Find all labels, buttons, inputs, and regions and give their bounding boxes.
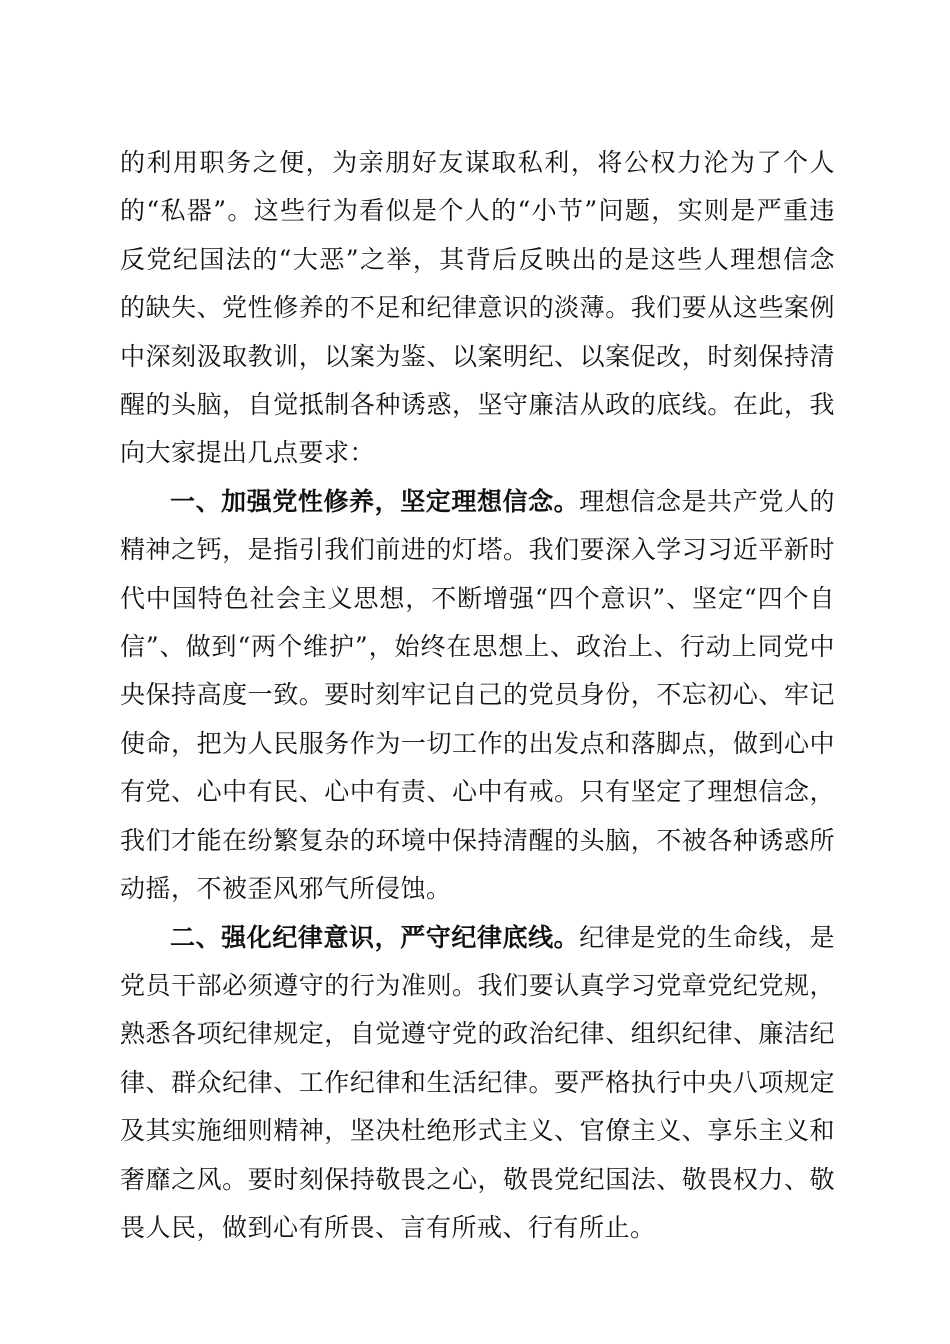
section-one-body: 理想信念是共产党人的精神之钙，是指引我们前进的灯塔。我们要深入学习习近平新时代中国特色社会主义思想，不断增强“四个意识”、坚定“四个自信”、做到“两个维护”，始终在思想上、政治上、行动上同党中央保持高度一致。要时刻牢记自己的党员身份，不忘初心、牢记使命，把为人民服务作为一切工作的出发点和落脚点，做到心中有党、心中有民、心中有责、心中有戒。只有坚定了理想信念，我们才能在纷繁复杂的环境中保持清醒的头脑，不被各种诱惑所动摇，不被歪风邪气所侵蚀。 [120, 486, 835, 904]
section-two-heading: 二、强化纪律意识，严守纪律底线。 [170, 922, 580, 952]
paragraph-section-two [120, 914, 835, 1253]
paragraph-section-one [120, 478, 835, 914]
section-two-body: 纪律是党的生命线，是党员干部必须遵守的行为准则。我们要认真学习党章党纪党规，熟悉各项纪律规定，自觉遵守党的政治纪律、组织纪律、廉洁纪律、群众纪律、工作纪律和生活纪律。要严格执行中央八项规定及其实施细则精神，坚决杜绝形式主义、官僚主义、享乐主义和奢靡之风。要时刻保持敬畏之心，敬畏党纪国法、敬畏权力、敬畏人民，做到心有所畏、言有所戒、行有所止。 [120, 922, 835, 1242]
paragraph-intro [120, 139, 835, 478]
section-one-heading: 一、加强党性修养，坚定理想信念。 [170, 486, 580, 516]
document-body [120, 139, 835, 1252]
paragraph-intro-body: 的利用职务之便，为亲朋好友谋取私利，将公权力沦为了个人的“私器”。这些行为看似是个人的“小节”问题，实则是严重违反党纪国法的“大恶”之举，其背后反映出的是这些人理想信念的缺失、党性修养的不足和纪律意识的淡薄。我们要从这些案例中深刻汲取教训，以案为鉴、以案明纪、以案促改，时刻保持清醒的头脑，自觉抵制各种诱惑，坚守廉洁从政的底线。在此，我向大家提出几点要求： [120, 148, 835, 468]
